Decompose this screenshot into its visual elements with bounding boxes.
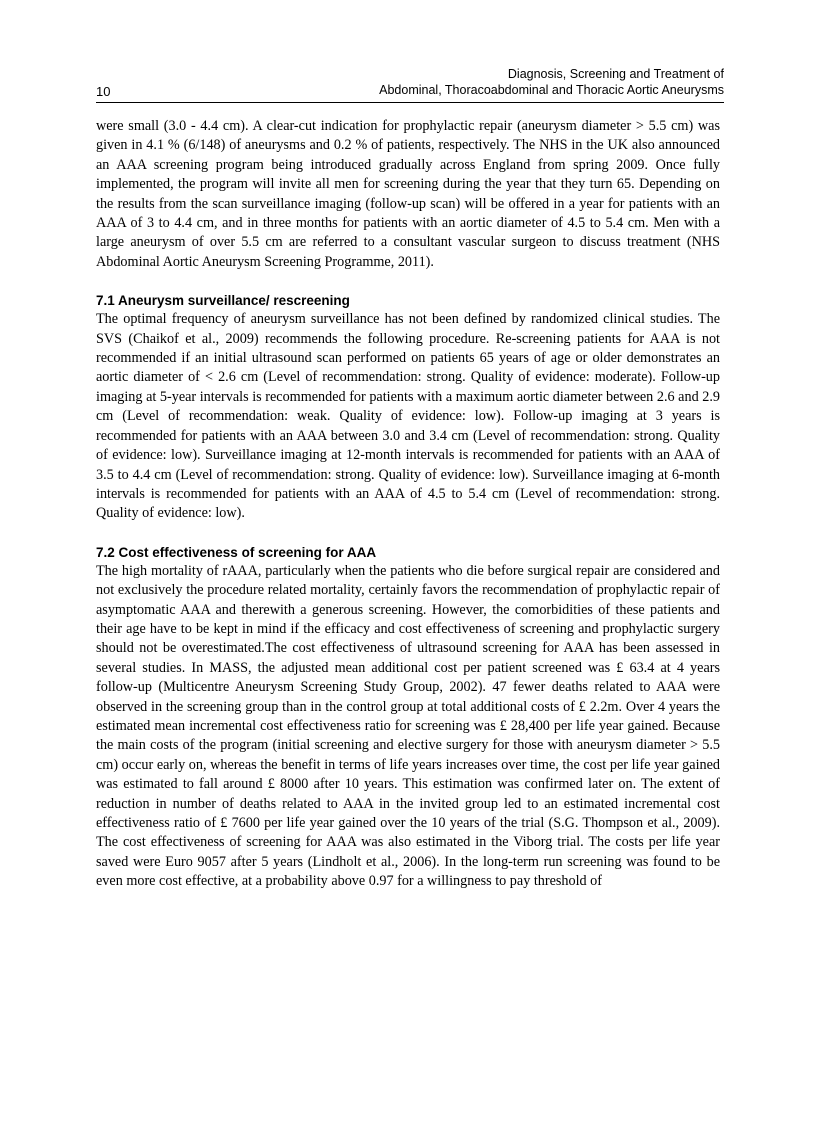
section-7-2-paragraph: The high mortality of rAAA, particularly when the patients who die before surgical repair are considered and not exclusively the procedure related mortality, certainly favors the recommendation of prophylactic repair of asymptomatic AAA and therewith a generous screening. However, the comorbidities of these patients and their age have to be kept in mind if the efficacy and cost effectiveness of screening and prophylactic surgery should not be overestimated.The cost effectiveness of ultrasound screening for AAA has been assessed in several studies. In MASS, the adjusted mean additional cost per patient screened was £ 63.4 at 4 years follow-up (Multicentre Aneurysm Screening Study Group, 2002). 47 fewer deaths related to AAA were observed in the screening group than in the control group at total additional costs of £ 2.2m. Over 4 years the estimated mean incremental cost effectiveness ratio for screening was £ 28,400 per life year gained. Because the main costs of the program (initial screening and elective surgery for those with aneurysm diameter > 5.5 cm) occur early on, whereas the benefit in terms of life years increases over time, the cost per life year gained was estimated to fall around £ 8000 after 10 years. This estimation was confirmed later on. The extent of reduction in number of deaths related to AAA in the invited group led to an estimated incremental cost effectiveness ratio of £ 7600 per life year gained over the 10 years of the trial (S.G. Thompson et al., 2009). The cost effectiveness of screening for AAA was also estimated in the Viborg trial. The costs per life year saved were Euro 9057 after 5 years (Lindholt et al., 2006). In the long-term run screening was found to be even more cost effective, at a probability above 0.97 for a willingness to pay threshold of — [96, 562, 720, 890]
section-heading-7-1: 7.1 Aneurysm surveillance/ rescreening — [96, 293, 350, 309]
intro-paragraph: were small (3.0 - 4.4 cm). A clear-cut indication for prophylactic repair (aneurysm diameter > 5.5 cm) was given in 4.1 % (6/148) of aneurysms and 0.2 % of patients, respectively. The NHS in the UK also announced an AAA screening program being introduced gradually across England from spring 2009. Once fully implemented, the program will invite all men for screening during the year that they turn 65. Depending on the results from the scan surveillance imaging (follow-up scan) will be offered in a year for patients with an AAA of 3 to 4.4 cm, and in three months for patients with an aortic diameter of 4.5 to 5.4 cm. Men with a large aneurysm of over 5.5 cm are referred to a consultant vascular surgeon to discuss treatment (NHS Abdominal Aortic Aneurysm Screening Programme, 2011). — [96, 118, 720, 270]
page-body — [96, 117, 720, 892]
running-title — [379, 66, 724, 98]
running-title-line-1: Diagnosis, Screening and Treatment of — [507, 67, 724, 81]
section-7-1-paragraph: The optimal frequency of aneurysm surveillance has not been defined by randomized clinical studies. The SVS (Chaikof et al., 2009) recommends the following procedure. Re-screening patients for AAA is not recommended if an initial ultrasound scan performed on patients 65 years of age or older demonstrates an aortic diameter of < 2.6 cm (Level of recommendation: strong. Quality of evidence: moderate). Follow-up imaging at 5-year intervals is recommended for patients with a maximum aortic diameter between 2.6 and 2.9 cm (Level of recommendation: weak. Quality of evidence: low). Follow-up imaging at 3 years is recommended for patients with an AAA between 3.0 and 3.4 cm (Level of recommendation: strong. Quality of evidence: low). Surveillance imaging at 12-month intervals is recommended for patients with an AAA of 3.5 to 4.4 cm (Level of recommendation: strong. Quality of evidence: low). Surveillance imaging at 6-month intervals is recommended for patients with an AAA of 4.5 to 5.4 cm (Level of recommendation: strong. Quality of evidence: low). — [96, 311, 720, 522]
section-heading-7-2: 7.2 Cost effectiveness of screening for AAA — [96, 544, 377, 560]
page-number: 10 — [96, 84, 111, 99]
page-header — [96, 66, 724, 103]
running-title-line-2: Abdominal, Thoracoabdominal and Thoracic Aortic Aneurysms — [379, 83, 724, 97]
